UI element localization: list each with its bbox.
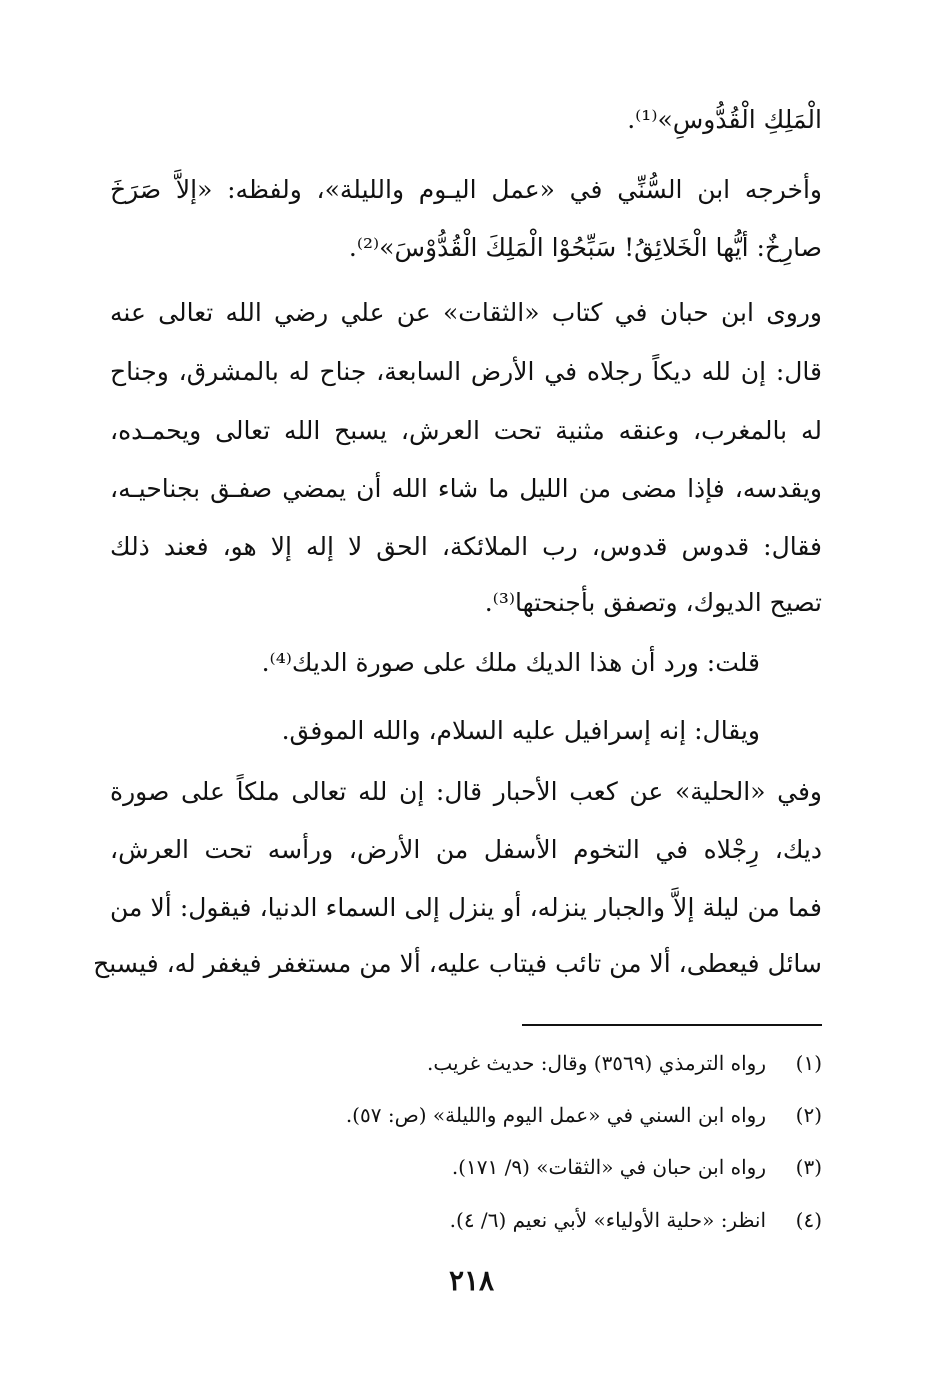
text-line: فقال: قدوس قدوس، رب الملائكة، الحق لا إله إلا هو، فعند ذلك [110, 532, 822, 561]
text-line: وروى ابن حبان في كتاب «الثقات» عن علي رضي الله تعالى عنه [110, 298, 822, 327]
footnote-text: رواه الترمذي (٣٥٦٩) وقال: حديث غريب. [426, 1051, 766, 1075]
footnote [346, 1100, 822, 1130]
text-line: ويقدسه، فإذا مضى من الليل ما شاء الله أن يمضي صفـق بجناحيـه، [110, 474, 822, 503]
text-line: ديك، رِجْلاه في التخوم الأسفل من الأرض، ورأسه تحت العرش، [110, 835, 822, 864]
footnote-text: رواه ابن السني في «عمل اليوم والليلة» (ص: ٥٧). [345, 1103, 766, 1127]
text-line: قلت: ورد أن هذا الديك ملك على صورة الديك⁽⁴⁾. [261, 648, 760, 677]
footnote-number: (٣) [795, 1155, 822, 1179]
text-line: له بالمغرب، وعنقه مثنية تحت العرش، يسبح الله تعالى ويحمـده، [110, 416, 822, 445]
footnote-text: رواه ابن حبان في «الثقات» (٩/ ١٧١). [451, 1155, 766, 1179]
footnote-number: (١) [795, 1051, 822, 1075]
text-line: وأخرجه ابن السُّنِّي في «عمل اليـوم والليلة»، ولفظه: «إلاَّ صَرَخَ [110, 175, 822, 204]
text-line: الْمَلِكِ الْقُدُّوسِ»⁽¹⁾. [627, 105, 822, 134]
footnote [427, 1048, 822, 1078]
footnote [452, 1152, 822, 1182]
text-line: قال: إن لله ديكاً رجلاه في الأرض السابعة، جناح له بالمشرق، وجناح [110, 357, 822, 386]
footnote-text: انظر: «حلية الأولياء» لأبي نعيم (٦/ ٤). [449, 1208, 766, 1232]
page-number: ٢١٨ [448, 1264, 495, 1297]
text-line: ويقال: إنه إسرافيل عليه السلام، والله الموفق. [281, 716, 760, 745]
text-line: تصيح الديوك، وتصفق بأجنحتها⁽³⁾. [484, 588, 822, 617]
footnote-number: (٤) [795, 1208, 822, 1232]
text-line: فما من ليلة إلاَّ والجبار ينزله، أو ينزل إلى السماء الدنيا، فيقول: ألا من [110, 893, 822, 922]
footnote-number: (٢) [795, 1103, 822, 1127]
text-line: وفي «الحلية» عن كعب الأحبار قال: إن لله تعالى ملكاً على صورة [110, 777, 822, 806]
footnote [450, 1205, 822, 1235]
text-line: صارِخٌ: أيُّها الْخَلائِقُ! سَبِّحُوْا الْمَلِكَ الْقُدُّوْسَ»⁽²⁾. [348, 233, 822, 262]
text-line: سائل فيعطى، ألا من تائب فيتاب عليه، ألا من مستغفر فيغفر له، فيسبح [93, 949, 822, 978]
footnote-separator [522, 1024, 822, 1026]
